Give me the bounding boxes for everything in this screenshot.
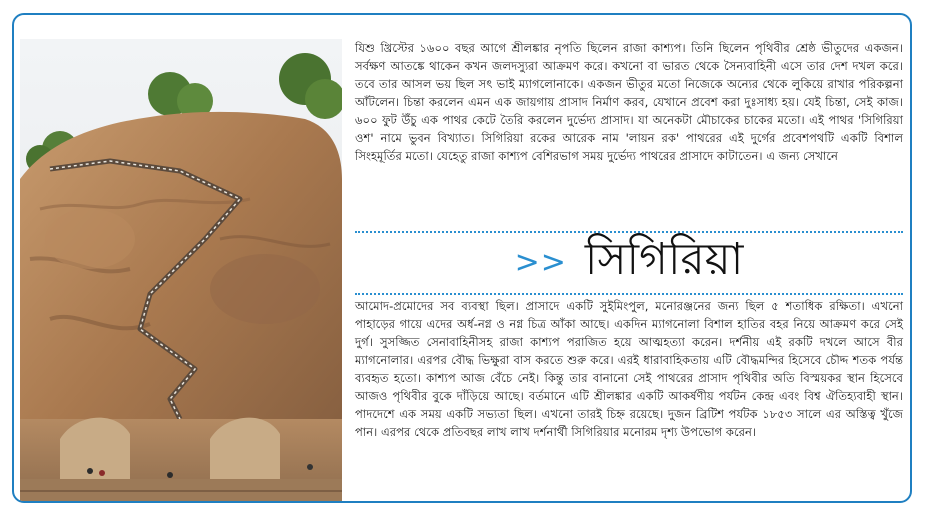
sigiriya-rock-photo [20, 39, 342, 503]
article-title [355, 233, 903, 291]
article-paragraph-1: যিশু খ্রিস্টের ১৬০০ বছর আগে শ্রীলঙ্কার নৃপতি ছিলেন রাজা কাশ্যপ। তিনি ছিলেন পৃথিবীর শ্রেষ্ঠ ভীতুদের একজন। সর্বক্ষণ আতঙ্কে থাকেন কখন জলদস্যুরা আক্রমণ করে। কখনো বা ভারত থেকে সৈন্যবাহিনী এসে তার দেশ দখল করে। তবে তার আসল ভয় ছিল সৎ ভাই ম্যাগলোনাকে। একজন ভীতুর মতো নিজেকে অন্যের থেকে লুকিয়ে রাখার পরিকল্পনা আঁটলেন। চিন্তা করলেন এমন এক জায়গায় প্রাসাদ নির্মাণ করব, যেখানে প্রবেশ করা দুঃসাধ্য হয়। যেই চিন্তা, সেই কাজ। ৬০০ ফুট উঁচু এক পাথর কেটে তৈরি করলেন দুর্ভেদ্য প্রাসাদ। যা অনেকটা মৌচাকের চাকের মতো। এই পাথর 'সিগিরিয়া ওশ' নামে ভুবন বিখ্যাত। সিগিরিয়া রকের আরেক নাম 'লায়ন রক' পাথরের এই দুর্গের প্রবেশপথটি একটি বিশাল সিংহমূর্তির মতো। যেহেতু রাজা কাশ্যপ বেশিরভাগ সময় দুর্ভেদ্য পাথরের প্রাসাদে কাটাতেন। এ জন্য সেখানে [355, 41, 903, 163]
article-card [12, 13, 912, 503]
title-chevron-icon: >> [514, 244, 567, 280]
title-text: সিগিরিয়া [584, 233, 744, 285]
article-paragraph-2: আমোদ-প্রমোদের সব ব্যবস্থা ছিল। প্রাসাদে একটি সুইমিংপুল, মনোরঞ্জনের জন্য ছিল ৫ শতাধিক রক্ষিতা। এখনো পাহাড়ের গায়ে এদের অর্ধ-নগ্ন ও নগ্ন চিত্র আঁকা আছে। একদিন ম্যাগনোলা বিশাল হাতির বহর নিয়ে আক্রমণ করে সেই দুর্গ। সুসজ্জিত সেনাবাহিনীসহ রাজা কাশ্যপ পরাজিত হয়ে আত্মহত্যা করেন। দর্শনীয় এই রকটি দখলে আসে বীর ম্যাগনোলার। এরপর বৌদ্ধ ভিক্ষুরা বাস করতে শুরু করে। এরই ধারাবাহিকতায় এটি বৌদ্ধমন্দির হিসেবে চৌদ্দ শতক পর্যন্ত ব্যবহৃত হতো। কাশ্যপ আজ বেঁচে নেই। কিন্তু তার বানানো সেই পাথরের প্রাসাদ পৃথিবীর অতি বিস্ময়কর স্থান হিসেবে আজও পৃথিবীর বুকে দাঁড়িয়ে আছে। বর্তমানে এটি শ্রীলঙ্কার একটি আকর্ষণীয় পর্যটন কেন্দ্র এবং বিশ্ব ঐতিহ্যবাহী স্থান। পাদদেশে এক সময় একটি সভ্যতা ছিল। এখনো তারই চিহ্ন রয়েছে। দুজন ব্রিটিশ পর্যটক ১৮৫৩ সালে এর অস্তিত্ব খুঁজে পান। এরপর থেকে প্রতিবছর লাখ লাখ দর্শনার্থী সিগিরিয়ার মনোরম দৃশ্য উপভোগ করেন। [355, 299, 903, 439]
title-divider-bottom [355, 293, 903, 295]
